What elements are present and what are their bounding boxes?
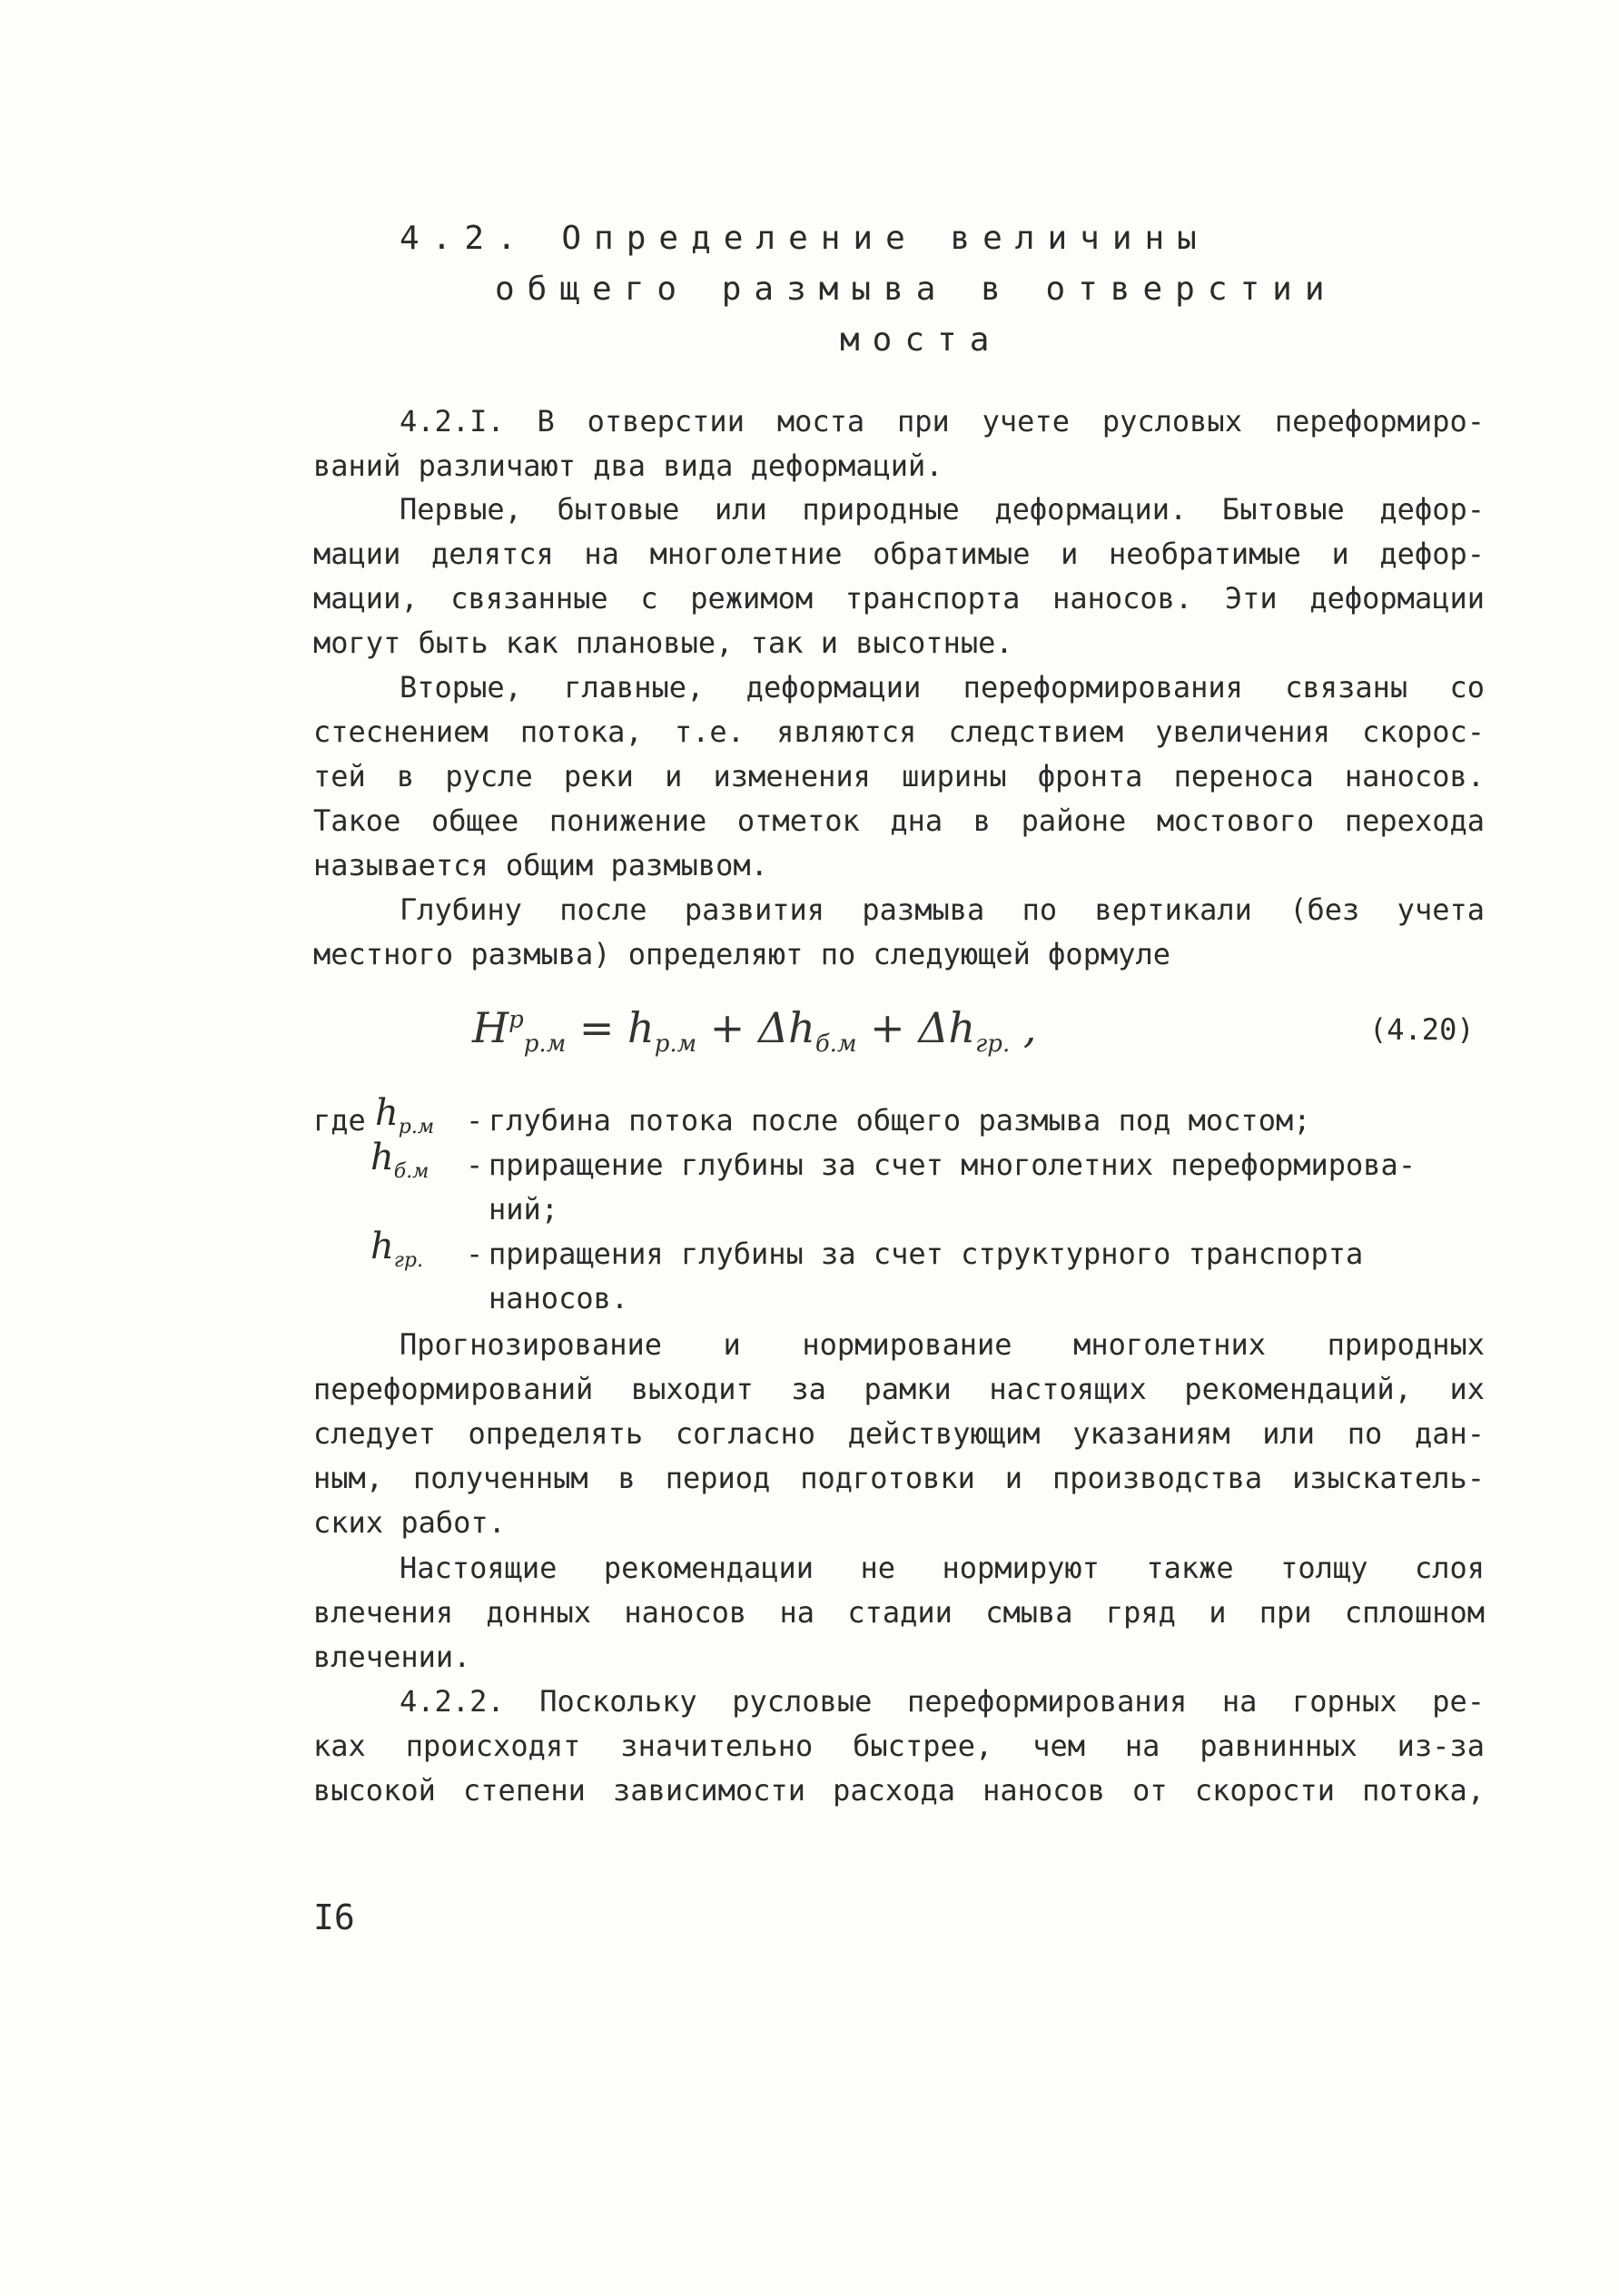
formula-plus-1: + — [709, 1003, 745, 1052]
paragraph-bedload — [313, 1546, 1485, 1680]
text-line: мации делятся на многолетние обратимые и необратимые и дефор- — [313, 537, 1485, 571]
text-line: стеснением потока, т.е. являются следствием увеличения скорос- — [313, 714, 1485, 749]
definition-symbol: $h_{р.м}$ — [375, 1092, 435, 1138]
text-line: Такое общее понижение отметок дна в районе мостового перехода — [313, 803, 1485, 838]
text-line: местного размыва) определяют по следующей формуле — [313, 937, 1171, 971]
definition-dash: - — [466, 1103, 484, 1138]
text-line: называется общим размывом. — [313, 848, 768, 882]
formula-lhs-sub: р.м — [523, 1030, 567, 1059]
definition-symbol: $h_{б.м}$ — [370, 1137, 429, 1183]
text-line: мации, связанные с режимом транспорта наносов. Эти деформации — [313, 581, 1485, 616]
definition-dash: - — [466, 1148, 484, 1182]
paragraph-second-deformations — [313, 665, 1485, 888]
definition-text: приращения глубины за счет структурного транспорта — [489, 1237, 1364, 1271]
formula-definitions — [313, 1092, 1485, 1321]
definition-symbol: $h_{гр.}$ — [370, 1226, 423, 1272]
paragraph-first-deformations — [313, 488, 1485, 665]
definition-text: приращение глубины за счет многолетних переформирова- — [489, 1148, 1417, 1182]
formula-term-1: h — [627, 1003, 655, 1052]
text-line: Прогнозирование и нормирование многолетних природных — [400, 1327, 1485, 1362]
formula-tail: , — [1022, 1003, 1037, 1052]
definition-item — [313, 1092, 1485, 1143]
formula-4-20 — [472, 1003, 1036, 1058]
definition-text: ний; — [489, 1192, 559, 1227]
definition-item — [313, 1137, 1485, 1187]
text-line: влечении. — [313, 1640, 471, 1674]
text-line: ным, полученным в период подготовки и производства изыскатель- — [313, 1461, 1485, 1495]
formula-lhs: H — [472, 1003, 509, 1052]
paragraph-depth-formula-intro — [313, 888, 1485, 977]
text-line: ваний различают два вида деформаций. — [313, 448, 943, 483]
text-line: Настоящие рекомендации не нормируют также толщу слоя — [400, 1551, 1485, 1585]
paragraph-4-2-2 — [313, 1680, 1485, 1813]
formula-equals: = — [578, 1003, 615, 1052]
formula-term-3: Δh — [918, 1003, 976, 1052]
formula-term-2: Δh — [757, 1003, 815, 1052]
text-line: переформирований выходит за рамки настоящих рекомендаций, их — [313, 1372, 1485, 1406]
definition-dash: - — [466, 1237, 484, 1271]
text-line: Вторые, главные, деформации переформирования связаны со — [400, 670, 1485, 705]
text-line: 4.2.2. Поскольку русловые переформирования на горных ре- — [400, 1684, 1485, 1719]
heading-line-2: общего размыва в отверстии — [495, 271, 1338, 308]
paragraph-4-2-1 — [313, 399, 1485, 488]
text-line: тей в русле реки и изменения ширины фронта переноса наносов. — [313, 759, 1485, 793]
definition-continuation — [313, 1276, 1485, 1321]
page-number: I6 — [313, 1897, 355, 1937]
formula-plus-2: + — [870, 1003, 905, 1052]
text-line: ках происходят значительно быстрее, чем на равнинных из-за — [313, 1729, 1485, 1763]
paragraph-forecasting — [313, 1323, 1485, 1545]
text-line: Первые, бытовые или природные деформации. Бытовые дефор- — [400, 492, 1485, 527]
formula-number: (4.20) — [1369, 1012, 1475, 1047]
where-word: где — [313, 1103, 366, 1138]
formula-term-1-sub: р.м — [654, 1030, 697, 1059]
definition-text: наносов. — [489, 1281, 629, 1316]
text-line: влечения донных наносов на стадии смыва гряд и при сплошном — [313, 1595, 1485, 1630]
text-line: 4.2.I. В отверстии моста при учете русловых переформиро- — [400, 404, 1485, 439]
formula-term-3-sub: гр. — [975, 1030, 1011, 1059]
heading-line-3: моста — [840, 321, 1002, 359]
definition-item — [313, 1226, 1485, 1276]
text-line: высокой степени зависимости расхода наносов от скорости потока, — [313, 1773, 1485, 1808]
definition-text: глубина потока после общего размыва под мостом; — [489, 1103, 1311, 1138]
formula-term-2-sub: б.м — [814, 1030, 857, 1059]
text-line: ских работ. — [313, 1505, 506, 1540]
text-line: следует определять согласно действующим указаниям или по дан- — [313, 1416, 1485, 1451]
text-line: могут быть как плановые, так и высотные. — [313, 626, 1013, 660]
section-heading — [400, 213, 1471, 366]
formula-lhs-sup: p — [508, 1006, 524, 1034]
text-line: Глубину после развития размыва по вертикали (без учета — [400, 892, 1485, 927]
definition-continuation — [313, 1187, 1485, 1232]
heading-line-1: 4.2. Определение величины — [400, 220, 1209, 257]
